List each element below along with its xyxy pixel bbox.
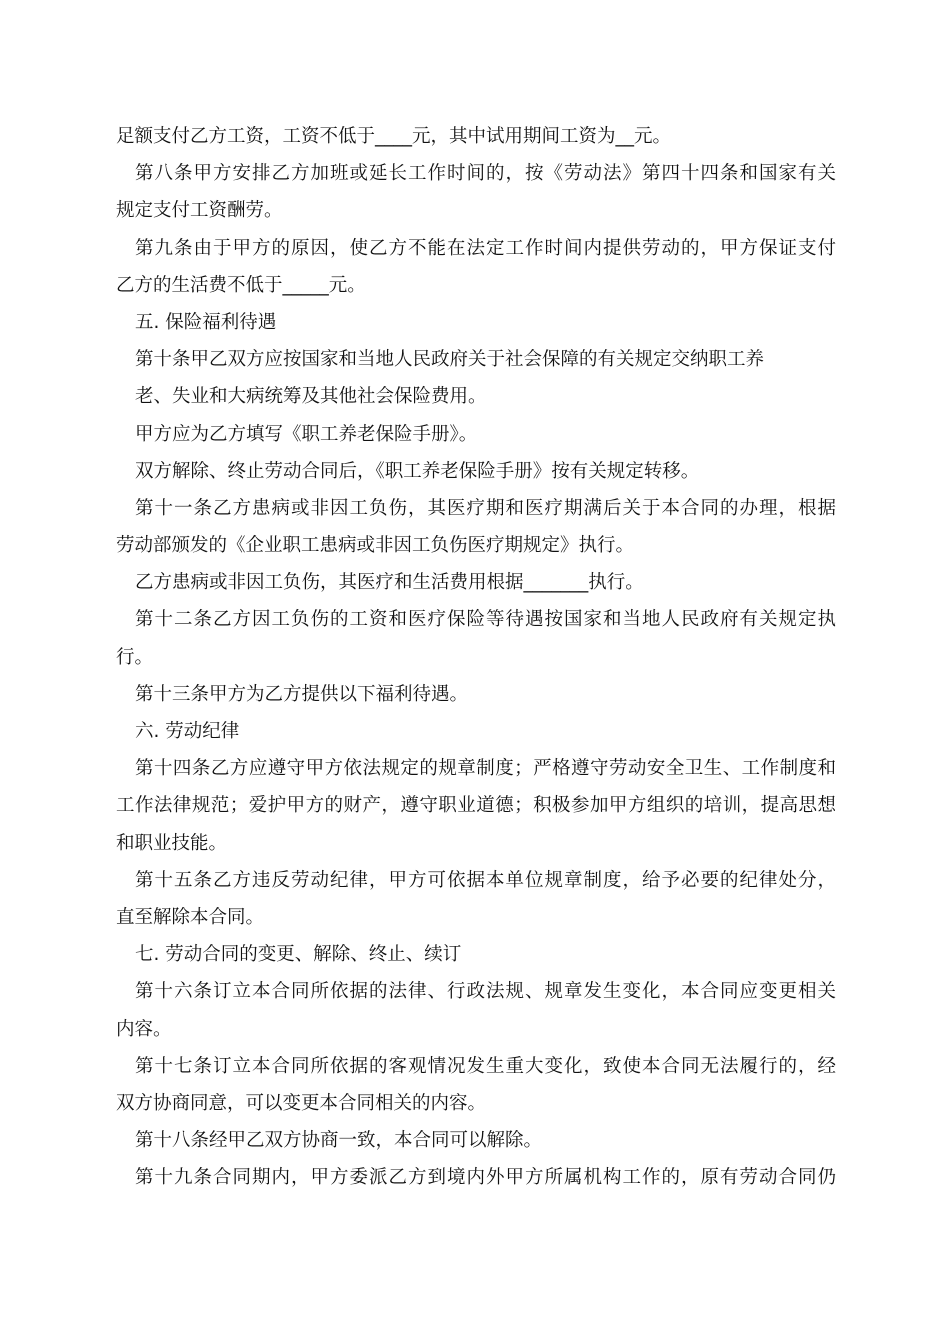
document-body: [116, 118, 836, 1196]
text-line: 第十三条甲方为乙方提供以下福利待遇。: [135, 683, 469, 705]
text-line: 第九条由于甲方的原因，使乙方不能在法定工作时间内提供劳动的，甲方保证支付: [135, 237, 836, 259]
text-line: 甲方应为乙方填写《职工养老保险手册》。: [135, 423, 478, 445]
text-line: 乙方的生活费不低于_____元。: [116, 274, 366, 296]
text-line: 第十六条订立本合同所依据的法律、行政法规、规章发生变化，本合同应变更相关: [135, 981, 836, 1003]
text-line: 和职业技能。: [116, 832, 228, 854]
text-line: 双方协商同意，可以变更本合同相关的内容。: [116, 1092, 487, 1114]
text-line: 七. 劳动合同的变更、解除、终止、续订: [135, 944, 462, 966]
text-line: 六. 劳动纪律: [135, 721, 240, 742]
text-line: 第十条甲乙双方应按国家和当地人民政府关于社会保障的有关规定交纳职工养: [135, 349, 765, 371]
text-line: 足额支付乙方工资，工资不低于____元，其中试用期间工资为__元。: [116, 126, 672, 147]
text-line: 第十四条乙方应遵守甲方依法规定的规章制度；严格遵守劳动安全卫生、工作制度和: [135, 758, 836, 780]
text-line: 第十五条乙方违反劳动纪律，甲方可依据本单位规章制度，给予必要的纪律处分，: [135, 869, 836, 891]
text-line: 第十二条乙方因工负伤的工资和医疗保险等待遇按国家和当地人民政府有关规定执: [135, 609, 836, 631]
text-line: 规定支付工资酬劳。: [116, 200, 283, 222]
text-line: 第八条甲方安排乙方加班或延长工作时间的，按《劳动法》第四十四条和国家有关: [135, 163, 836, 185]
text-line: 第十九条合同期内，甲方委派乙方到境内外甲方所属机构工作的，原有劳动合同仍: [135, 1167, 836, 1189]
text-line: 第十一条乙方患病或非因工负伤，其医疗期和医疗期满后关于本合同的办理，根据: [135, 497, 836, 519]
text-line: 乙方患病或非因工负伤，其医疗和生活费用根据_______执行。: [135, 572, 644, 594]
text-line: 直至解除本合同。: [116, 906, 265, 928]
text-line: 行。: [116, 646, 154, 668]
text-line: 工作法律规范；爱护甲方的财产，遵守职业道德；积极参加甲方组织的培训，提高思想: [116, 795, 836, 817]
text-line: 内容。: [116, 1018, 172, 1040]
text-line: 双方解除、终止劳动合同后，《职工养老保险手册》按有关规定转移。: [135, 460, 700, 482]
text-line: 五. 保险福利待遇: [135, 311, 277, 333]
text-line: 第十七条订立本合同所依据的客观情况发生重大变化，致使本合同无法履行的，经: [135, 1055, 836, 1077]
text-line: 老、失业和大病统筹及其他社会保险费用。: [135, 386, 487, 408]
text-line: 第十八条经甲乙双方协商一致，本合同可以解除。: [135, 1130, 543, 1152]
text-line: 劳动部颁发的《企业职工患病或非因工负伤医疗期规定》执行。: [116, 535, 635, 557]
